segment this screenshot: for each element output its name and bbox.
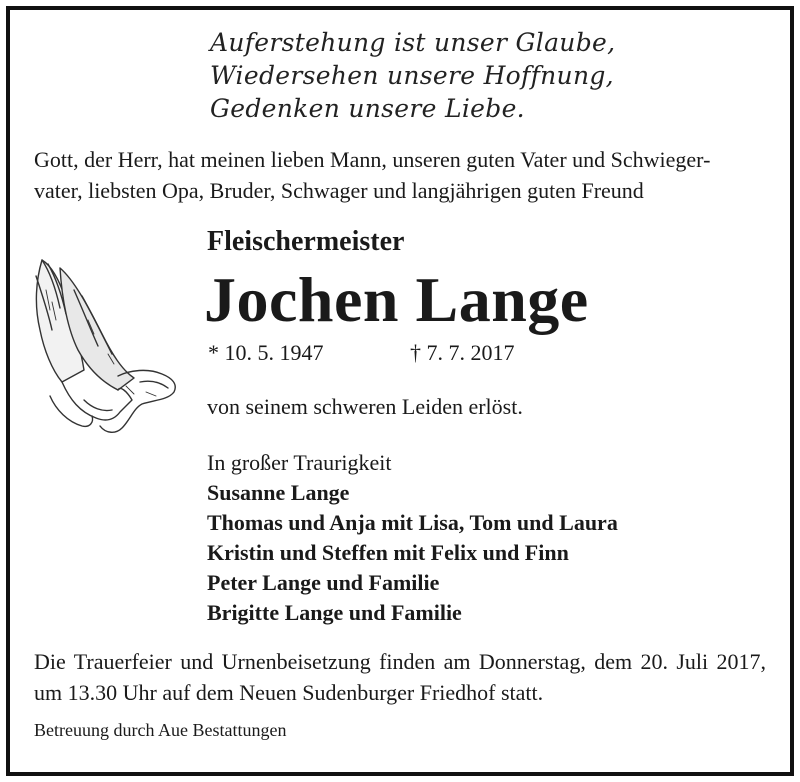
mourner-name: Susanne Lange bbox=[207, 480, 350, 505]
intro-line: Gott, der Herr, hat meinen lieben Mann, unseren guten Vater und Schwieger- bbox=[34, 147, 711, 172]
deceased-title: Fleischermeister bbox=[207, 226, 405, 257]
mourner-name: Thomas und Anja mit Lisa, Tom und Laura bbox=[207, 510, 618, 535]
care-text: Betreuung durch Aue Bestattungen bbox=[34, 720, 287, 740]
intro-text bbox=[34, 144, 770, 206]
mourners-list bbox=[207, 448, 618, 628]
motto-line: Auferstehung ist unser Glaube, bbox=[210, 28, 616, 57]
mourner-name: Kristin und Steffen mit Felix und Finn bbox=[207, 540, 569, 565]
intro-line: vater, liebsten Opa, Bruder, Schwager und langjährigen guten Freund bbox=[34, 178, 644, 203]
mourner-name: Peter Lange und Familie bbox=[207, 570, 440, 595]
birth-date: * 10. 5. 1947 bbox=[208, 340, 324, 365]
mourner-name: Brigitte Lange und Familie bbox=[207, 600, 462, 625]
motto bbox=[210, 26, 615, 125]
mourners-heading: In großer Traurigkeit bbox=[207, 450, 392, 475]
released-text: von seinem schweren Leiden erlöst. bbox=[207, 394, 523, 419]
motto-line: Gedenken unsere Liebe. bbox=[210, 94, 525, 123]
death-date: † 7. 7. 2017 bbox=[410, 340, 515, 365]
deceased-name: Jochen Lange bbox=[204, 264, 589, 335]
service-text: Die Trauerfeier und Urnenbeisetzung finden am Donnerstag, dem 20. Juli 2017, um 13.30 Uhr auf dem Neuen Sudenburger Friedhof statt. bbox=[34, 649, 766, 705]
praying-hands-icon bbox=[22, 250, 187, 445]
motto-line: Wiedersehen unsere Hoffnung, bbox=[210, 61, 614, 90]
